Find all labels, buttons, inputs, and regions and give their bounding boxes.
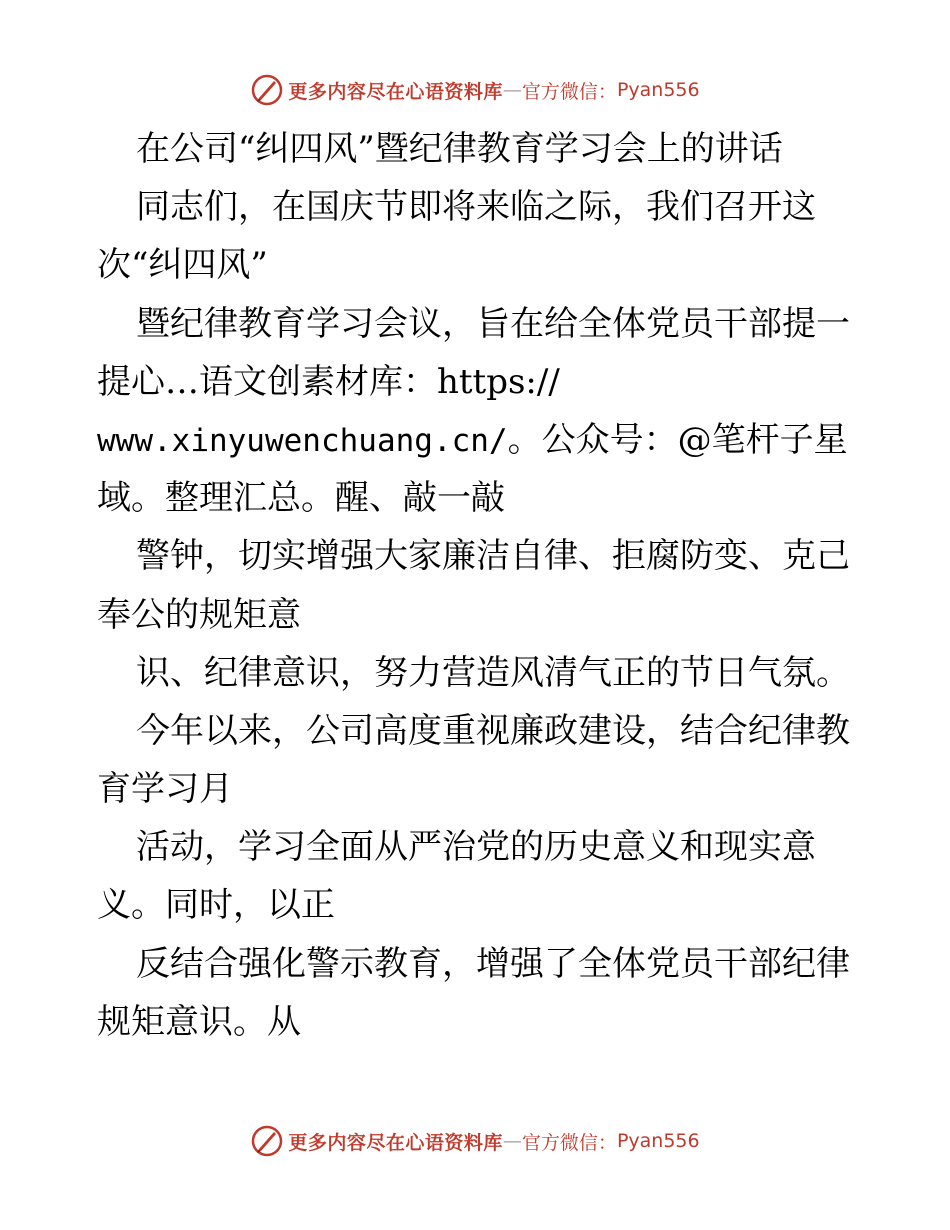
text-line: 域。整理汇总。醒、敲一敲	[97, 478, 505, 519]
text-line: 奉公的规矩意	[97, 594, 301, 635]
text-line: 义。同时，以正	[97, 885, 335, 926]
text-line: 次“纠四风”	[97, 245, 268, 286]
banner-main-text: 更多内容尽在心语资料库	[288, 80, 503, 103]
text-line: 规矩意识。从	[97, 1001, 301, 1042]
banner-dash: —	[502, 79, 522, 101]
banner-sub-text: 官方微信：	[521, 80, 617, 103]
footer-banner	[0, 1121, 950, 1161]
text-line: 同志们，在国庆节即将来临之际，我们召开这	[136, 187, 816, 228]
text-line: www.xinyuwenchuang.cn/。公众号：@笔杆子星	[97, 419, 848, 460]
text-line: 提心…语文创素材库：https://	[97, 361, 560, 402]
banner-dash: —	[502, 1130, 522, 1152]
banner-sub-text: 官方微信：	[521, 1131, 617, 1154]
banner-main-text: 更多内容尽在心语资料库	[288, 1131, 503, 1154]
text-line: 识、纪律意识，努力营造风清气正的节日气氛。	[136, 652, 850, 693]
text-line: 活动，学习全面从严治党的历史意义和现实意	[136, 827, 816, 868]
quill-logo-icon	[250, 73, 284, 107]
quill-logo-icon	[250, 1124, 284, 1158]
text-line: 在公司“纠四风”暨纪律教育学习会上的讲话	[136, 129, 783, 169]
text-line: 警钟，切实增强大家廉洁自律、拒腐防变、克己	[136, 536, 850, 577]
banner-wechat-id: Pyan556	[616, 79, 700, 101]
header-banner	[0, 70, 950, 110]
text-line: 今年以来，公司高度重视廉政建设，结合纪律教	[136, 710, 850, 751]
banner-wechat-id: Pyan556	[616, 1130, 700, 1152]
text-line: 育学习月	[97, 769, 233, 810]
text-line: 暨纪律教育学习会议，旨在给全体党员干部提一	[136, 303, 850, 344]
speech-body	[97, 120, 857, 1051]
text-line: 反结合强化警示教育，增强了全体党员干部纪律	[136, 943, 850, 984]
